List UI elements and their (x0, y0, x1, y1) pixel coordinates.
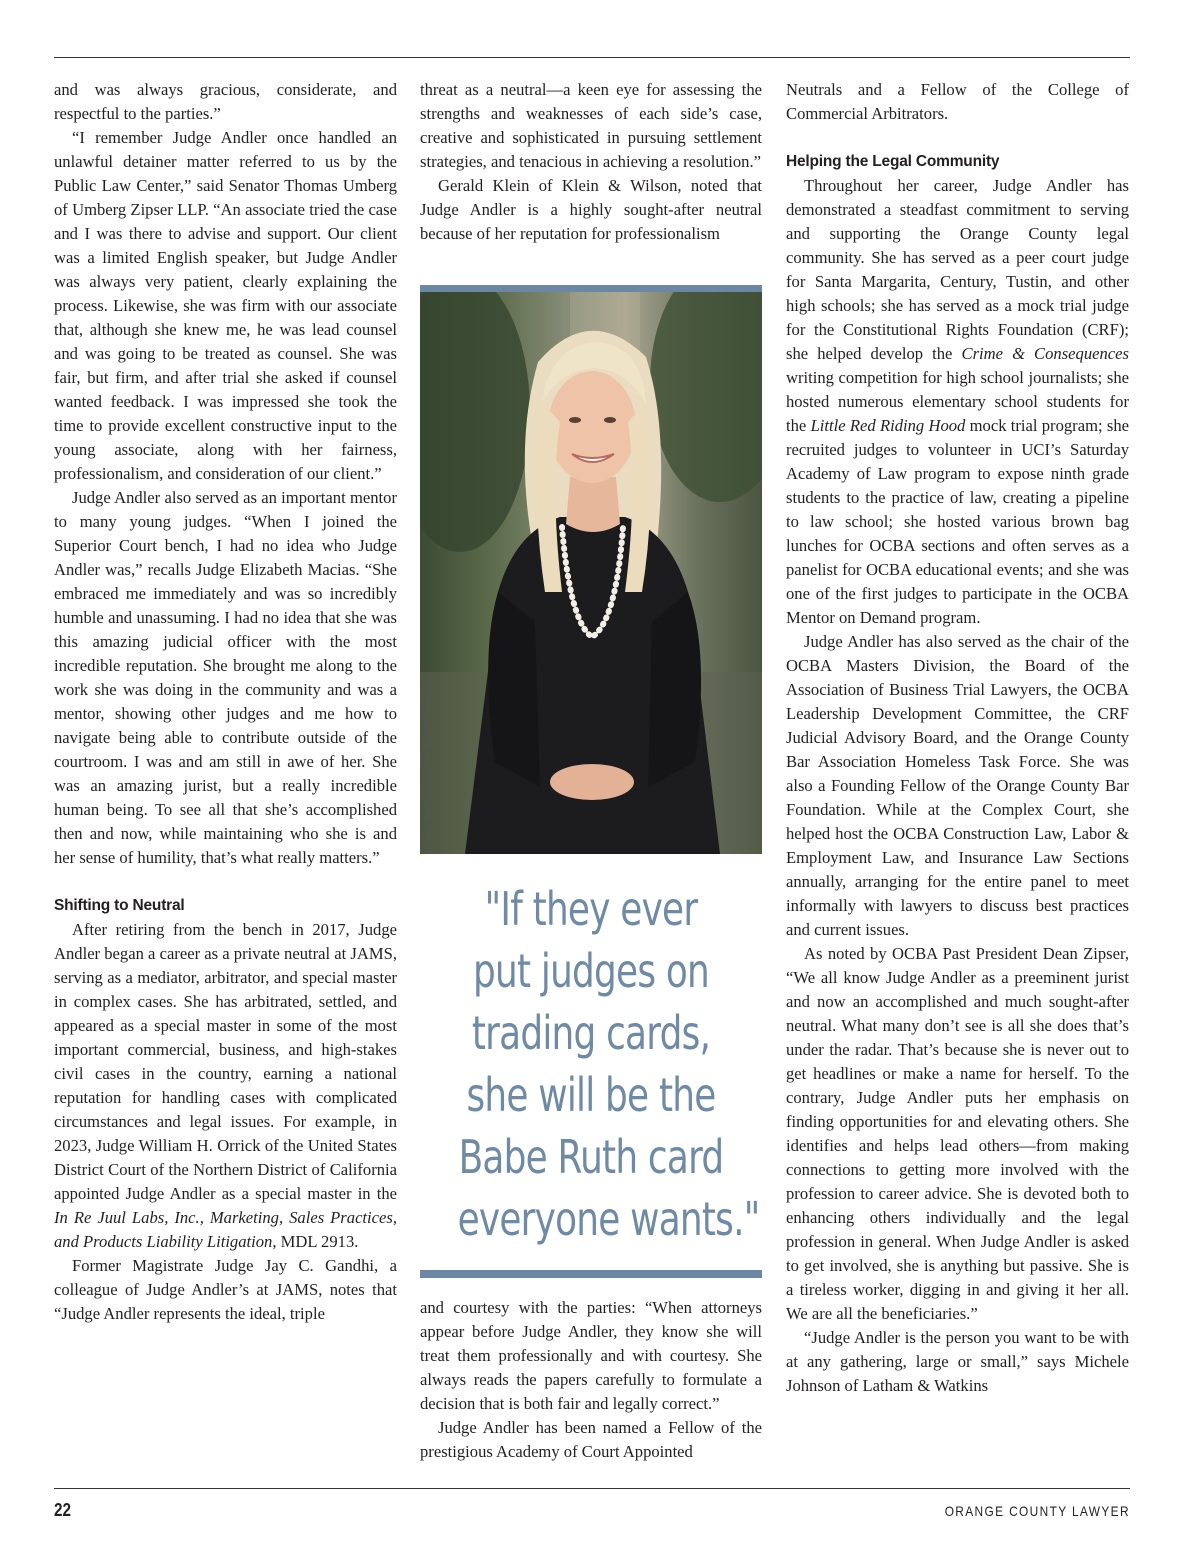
paragraph: and courtesy with the parties: “When attorneys appear before Judge Andler, they know she will treat them professionally and with courtesy. She always reads the papers carefully to formulate a decision that is both fair and legally correct.” (420, 1298, 762, 1413)
paragraph: “Judge Andler is the person you want to be with at any gathering, large or small,” says Michele Johnson of Latham & Watkins (786, 1328, 1129, 1395)
pull-quote-line: everyone wants." (457, 1192, 760, 1246)
column-right (786, 78, 1129, 1398)
paragraph: Throughout her career, Judge Andler has demonstrated a steadfast commitment to serving and supporting the Orange County legal community. She has served as a peer court judge for Santa Margarita, Century, Tustin, and other high schools; she has served as a mock trial judge for the Constitutional Rights Foundation (CRF); she helped develop the Crime & Consequences writing competition for high school journalists; she hosted numerous elementary school students for the Little Red Riding Hood mock trial program; she recruited judges to volunteer in UCI’s Saturday Academy of Law program to expose ninth grade students to the practice of law, creating a pipeline to law school; she hosted various brown bag lunches for OCBA sections and often serves as a panelist for OCBA educational events; and she was one of the first judges to participate in the OCBA Mentor on Demand program. (786, 176, 1129, 627)
paragraph: threat as a neutral—a keen eye for assessing the strengths and weaknesses of each side’s case, creative and sophisticated in pursuing settlement strategies, and tenacious in achieving a resolution.” (420, 80, 762, 171)
bottom-rule (54, 1488, 1130, 1489)
section-heading: Helping the Legal Community (786, 153, 1000, 170)
top-rule (54, 57, 1130, 58)
column-left (54, 78, 397, 1326)
pull-quote (457, 878, 760, 1250)
section-heading: Shifting to Neutral (54, 897, 185, 914)
paragraph: Judge Andler has been named a Fellow of the prestigious Academy of Court Appointed (420, 1418, 762, 1461)
paragraph: and was always gracious, considerate, and respectful to the parties.” (54, 80, 397, 123)
pull-quote-line: "If they ever (484, 882, 698, 936)
paragraph: After retiring from the bench in 2017, Judge Andler began a career as a private neutral at JAMS, serving as a mediator, arbitrator, and special master in complex cases. She has arbitrated, settled, and appeared as a special master in some of the most important commercial, business, and high-stakes civil cases in the country, earning a national reputation for handling cases with complicated circumstances and legal issues. For example, in 2023, Judge William H. Orrick of the United States District Court of the Northern District of California appointed Judge Andler as a special master in the In Re Juul Labs, Inc., Marketing, Sales Practices, and Products Liability Litigation, MDL 2913. (54, 920, 397, 1251)
pull-quote-line: she will be the (466, 1068, 716, 1122)
pull-quote-line: put judges on (473, 944, 709, 998)
paragraph: Judge Andler also served as an important mentor to many young judges. “When I joined the Superior Court bench, I had no idea who Judge Andler was,” recalls Judge Elizabeth Macias. “She embraced me immediately and was so incredibly humble and unassuming. I had no idea that she was this amazing judicial officer with the most incredible reputation. She brought me along to the work she was doing in the community and was a mentor, showing other judges and me how to navigate being able to contribute outside of the courtroom. I was and am still in awe of her. She was an amazing jurist, but a really incredible human being. To see all that she’s accomplished then and now, while maintaining who she is and her sense of humility, that’s what really matters.” (54, 488, 397, 867)
paragraph: Judge Andler has also served as the chair of the OCBA Masters Division, the Board of the Association of Business Trial Lawyers, the OCBA Leadership Development Committee, the CRF Judicial Advisory Board, and the Orange County Bar Association Homeless Task Force. She was also a Founding Fellow of the Orange County Bar Foundation. While at the Complex Court, she helped host the OCBA Construction Law, Labor & Employment Law, and Insurance Law Sections annually, arranging for the entire panel to meet informally with lawyers to discuss best practices and current issues. (786, 632, 1129, 939)
page-number: 22 (54, 1500, 72, 1520)
paragraph: Former Magistrate Judge Jay C. Gandhi, a colleague of Judge Andler’s at JAMS, notes that “Judge Andler represents the ideal, triple (54, 1256, 397, 1323)
paragraph: Gerald Klein of Klein & Wilson, noted that Judge Andler is a highly sought-after neutral because of her reputation for professionalism (420, 176, 762, 243)
column-middle (420, 78, 762, 246)
paragraph: “I remember Judge Andler once handled an unlawful detainer matter referred to us by the Public Law Center,” said Senator Thomas Umberg of Umberg Zipser LLP. “An associate tried the case and I was there to advise and support. Our client was a limited English speaker, but Judge Andler was always very patient, clearly explaining the process. Likewise, she was firm with our associate that, although she knew me, he was lead counsel and was going to be treated as counsel. She was fair, but firm, and after trial she asked if counsel wanted feedback. I was impressed she took the time to provide excellent constructive input to the young associate, along with her fairness, professionalism, and consideration of our client.” (54, 128, 397, 483)
paragraph: Neutrals and a Fellow of the College of Commercial Arbitrators. (786, 80, 1129, 123)
paragraph: As noted by OCBA Past President Dean Zipser, “We all know Judge Andler as a preeminent jurist and now an accomplished and much sought-after neutral. What many don’t see is all she does that’s under the radar. That’s because she is never out to get headlines or make a name for herself. To the contrary, Judge Andler puts her emphasis on finding opportunities for and elevating others. She identifies and helps lead others—from making connections to getting more involved with the profession to career advice. She is devoted both to enhancing others individually and the legal profession in general. When Judge Andler is asked to get involved, she is anything but passive. She is a tireless worker, digging in and giving it her all. We are all the beneficiaries.” (786, 944, 1129, 1323)
pull-quote-bottom-bar (420, 1270, 762, 1278)
magazine-title: ORANGE COUNTY LAWYER (944, 1503, 1130, 1519)
pull-quote-line: Babe Ruth card (458, 1130, 724, 1184)
portrait-photo (420, 292, 762, 854)
pull-quote-line: trading cards, (471, 1006, 711, 1060)
column-middle-bottom (420, 1296, 762, 1464)
photo-top-bar (420, 285, 762, 292)
photo-credit: Photo by Christopher TODD Studios (423, 682, 434, 850)
